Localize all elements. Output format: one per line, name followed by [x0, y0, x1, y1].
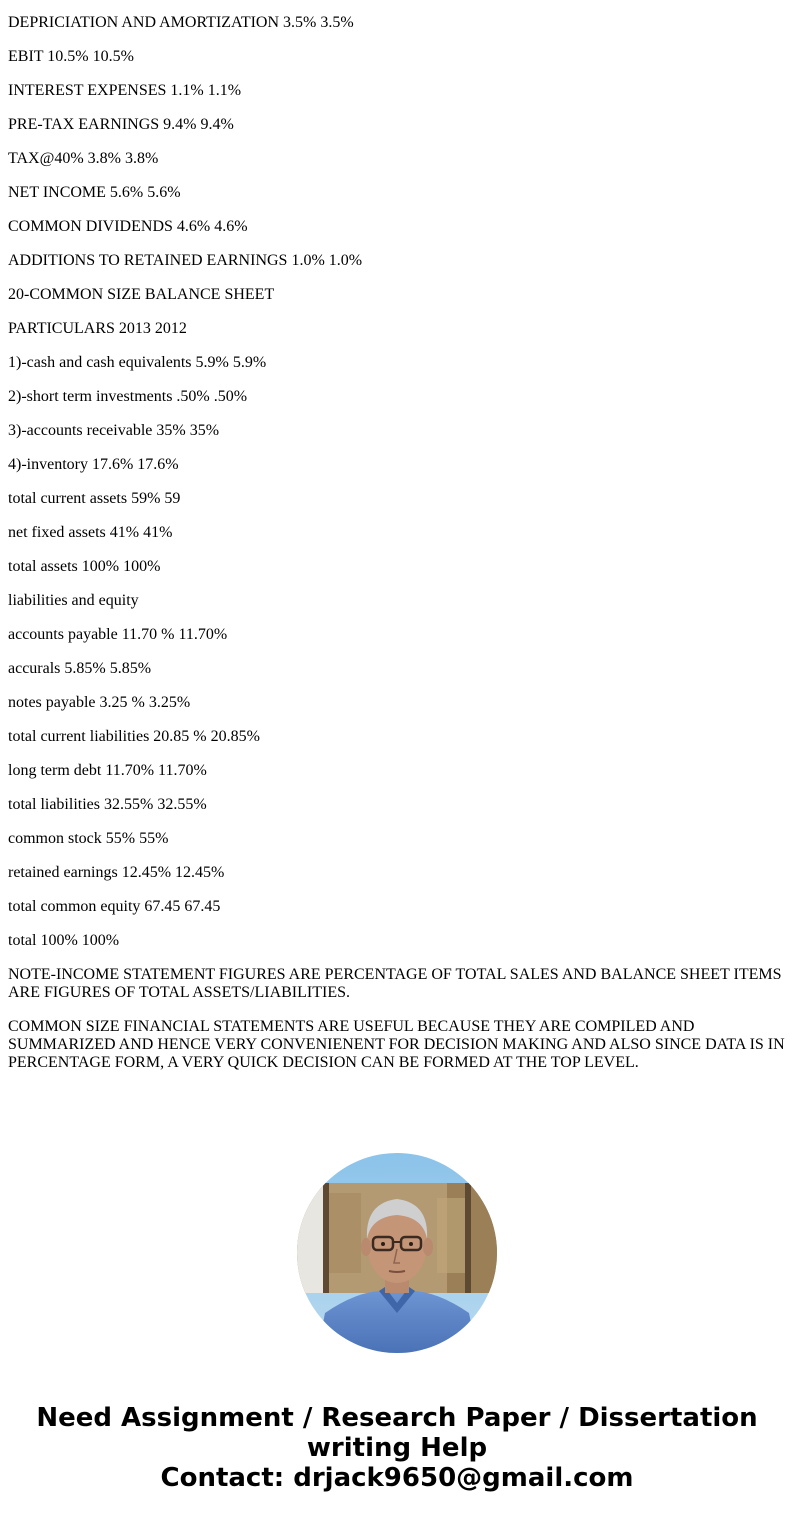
note-paragraph: NOTE-INCOME STATEMENT FIGURES ARE PERCENTAGE OF TOTAL SALES AND BALANCE SHEET ITEMS ARE FIGURES OF TOTAL ASSETS/LIABILITIES.: [8, 966, 782, 1001]
document-body: [8, 14, 788, 1088]
income-line-pretax: PRE-TAX EARNINGS 9.4% 9.4%: [8, 116, 234, 133]
balance-line-liabilities-equity-heading: liabilities and equity: [8, 592, 139, 609]
author-portrait-image: [297, 1153, 497, 1353]
balance-line-short-term-investments: 2)-short term investments .50% .50%: [8, 388, 248, 405]
balance-line-long-term-debt: long term debt 11.70% 11.70%: [8, 762, 207, 779]
balance-line-accruals: accurals 5.85% 5.85%: [8, 660, 152, 677]
balance-line-total: total 100% 100%: [8, 932, 120, 949]
balance-line-total-liabilities: total liabilities 32.55% 32.55%: [8, 796, 207, 813]
income-line-depreciation: DEPRICIATION AND AMORTIZATION 3.5% 3.5%: [8, 14, 354, 31]
author-avatar: [297, 1153, 497, 1353]
income-line-dividends: COMMON DIVIDENDS 4.6% 4.6%: [8, 218, 248, 235]
balance-line-total-common-equity: total common equity 67.45 67.45: [8, 898, 221, 915]
income-line-ebit: EBIT 10.5% 10.5%: [8, 48, 134, 65]
balance-sheet-title: 20-COMMON SIZE BALANCE SHEET: [8, 286, 275, 303]
promo-line-2: writing Help: [306, 1433, 488, 1463]
conclusion-paragraph: COMMON SIZE FINANCIAL STATEMENTS ARE USEFUL BECAUSE THEY ARE COMPILED AND SUMMARIZED AND HENCE VERY CONVENIENENT FOR DECISION MAKING AND ALSO SINCE DATA IS IN PERCENTAGE FORM, A VERY QUICK DECISION CAN BE FORMED AT THE TOP LEVEL.: [8, 1018, 785, 1071]
income-line-net-income: NET INCOME 5.6% 5.6%: [8, 184, 181, 201]
income-line-interest: INTEREST EXPENSES 1.1% 1.1%: [8, 82, 242, 99]
income-line-tax: TAX@40% 3.8% 3.8%: [8, 150, 159, 167]
balance-line-total-current-liabilities: total current liabilities 20.85 % 20.85%: [8, 728, 260, 745]
balance-line-notes-payable: notes payable 3.25 % 3.25%: [8, 694, 191, 711]
balance-sheet-section: [8, 286, 788, 950]
balance-line-cash: 1)-cash and cash equivalents 5.9% 5.9%: [8, 354, 267, 371]
promo-banner: [0, 1403, 794, 1493]
promo-line-1: Need Assignment / Research Paper / Dissertation: [36, 1403, 758, 1433]
balance-sheet-header: PARTICULARS 2013 2012: [8, 320, 187, 337]
balance-line-common-stock: common stock 55% 55%: [8, 830, 169, 847]
balance-line-total-assets: total assets 100% 100%: [8, 558, 161, 575]
balance-line-total-current-assets: total current assets 59% 59: [8, 490, 181, 507]
balance-line-net-fixed-assets: net fixed assets 41% 41%: [8, 524, 173, 541]
balance-line-accounts-payable: accounts payable 11.70 % 11.70%: [8, 626, 228, 643]
income-line-retained: ADDITIONS TO RETAINED EARNINGS 1.0% 1.0%: [8, 252, 363, 269]
balance-line-retained-earnings: retained earnings 12.45% 12.45%: [8, 864, 225, 881]
promo-contact-line: Contact: drjack9650@gmail.com: [160, 1463, 634, 1493]
balance-line-inventory: 4)-inventory 17.6% 17.6%: [8, 456, 179, 473]
balance-line-accounts-receivable: 3)-accounts receivable 35% 35%: [8, 422, 220, 439]
income-statement-section: [8, 14, 788, 270]
